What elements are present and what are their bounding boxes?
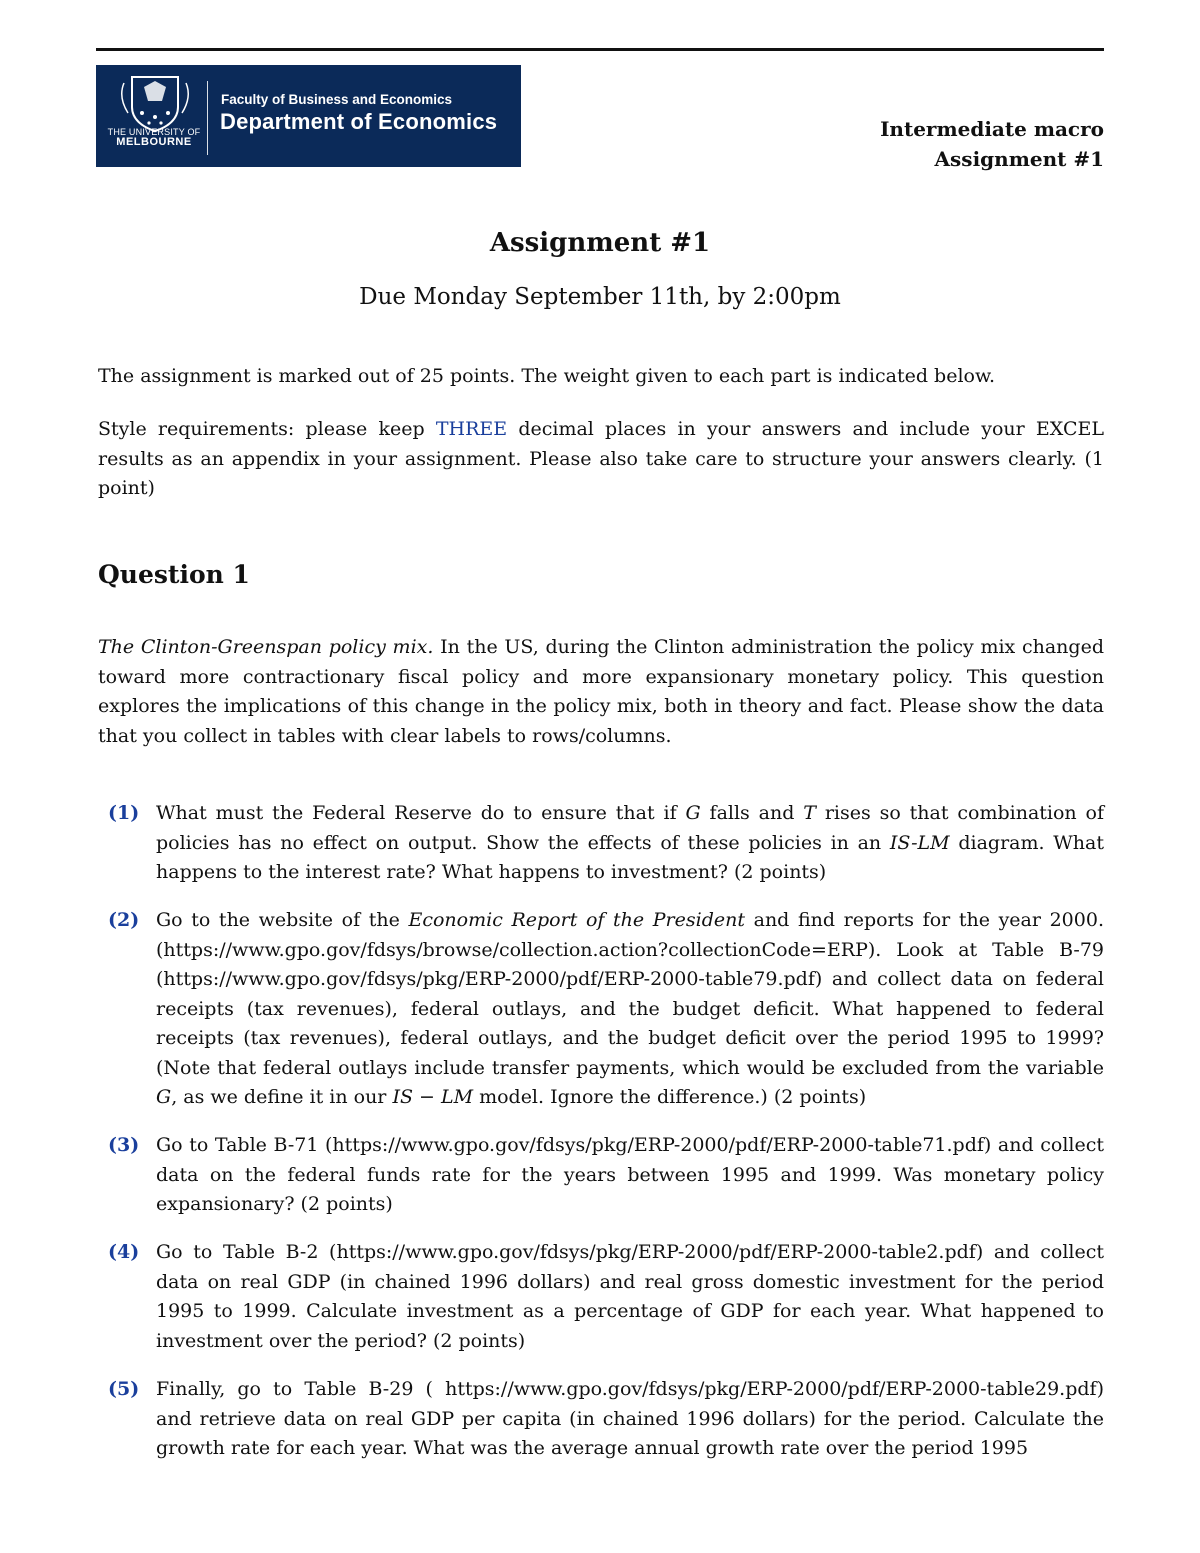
logo-divider [207, 81, 208, 155]
assignment-label: Assignment #1 [934, 147, 1104, 171]
faculty-name: Faculty of Business and Economics [221, 92, 453, 107]
intro-paragraph: The assignment is marked out of 25 points. The weight given to each part is indicated below. [98, 365, 996, 387]
item-text: What must the Federal Reserve do to ensure that if G falls and T rises so that combination of policies has no effect on output. Show the effects of these policies in an IS-LM diagram. What happens to the interest rate? What happens to investment? (2 points) [156, 802, 1105, 883]
university-name: THE UNIVERSITY OF MELBOURNE [107, 127, 201, 148]
item-number: (1) [108, 802, 140, 824]
item-number: (4) [108, 1241, 140, 1263]
question-heading: Question 1 [98, 560, 250, 589]
item-text: Finally, go to Table B-29 ( https://www.gpo.gov/fdsys/pkg/ERP-2000/pdf/ERP-2000-table29.pdf) and retrieve data on real GDP per capita (in chained 1996 dollars) for the period. Calculate the growth rate for each year. What was the average annual growth rate over the period 1995 [156, 1378, 1104, 1459]
header-rule [96, 48, 1104, 51]
course-info [880, 114, 1104, 174]
item-number: (3) [108, 1134, 140, 1156]
item-text: Go to Table B-71 (https://www.gpo.gov/fdsys/pkg/ERP-2000/pdf/ERP-2000-table71.pdf) and collect data on the federal funds rate for the years between 1995 and 1999. Was monetary policy expansionary? (2 points) [156, 1134, 1104, 1215]
course-name: Intermediate macro [880, 117, 1104, 141]
question-intro: The Clinton-Greenspan policy mix. In the US, during the Clinton administration the policy mix changed toward more contractionary fiscal policy and more expansionary monetary policy. This question explores the implications of this change in the policy mix, both in theory and fact. Please show the data that you collect in tables with clear labels to rows/columns. [98, 636, 1104, 747]
style-requirements: Style requirements: please keep THREE decimal places in your answers and include your EXCEL results as an appendix in your assignment. Please also take care to structure your answers clearly. (1 point) [98, 418, 1105, 499]
highlight-three: THREE [435, 418, 508, 440]
item-number: (2) [108, 909, 140, 931]
university-logo [96, 65, 521, 167]
page-title: Assignment #1 [489, 228, 711, 258]
item-text: Go to Table B-2 (https://www.gpo.gov/fdsys/pkg/ERP-2000/pdf/ERP-2000-table2.pdf) and collect data on real GDP (in chained 1996 dollars) and real gross domestic investment for the period 1995 to 1999. Calculate investment as a percentage of GDP for each year. What happened to investment over the period? (2 points) [156, 1241, 1104, 1352]
item-text: Go to the website of the Economic Report of the President and find reports for the year 2000. (https://www.gpo.gov/fdsys/browse/collection.action?collectionCode=ERP). Look at Table B-79 (https://www.gpo.gov/fdsys/pkg/ERP-2000/pdf/ERP-2000-table79.pdf) and collect data on federal receipts (tax revenues), federal outlays, and the budget deficit. What happened to federal receipts (tax revenues), federal outlays, and the budget deficit over the period 1995 to 1999? (Note that federal outlays include transfer payments, which would be excluded from the variable G, as we define it in our IS − LM model. Ignore the difference.) (2 points) [156, 909, 1104, 1108]
department-name: Department of Economics [220, 109, 498, 134]
due-date: Due Monday September 11th, by 2:00pm [359, 284, 841, 310]
item-number: (5) [108, 1378, 140, 1400]
